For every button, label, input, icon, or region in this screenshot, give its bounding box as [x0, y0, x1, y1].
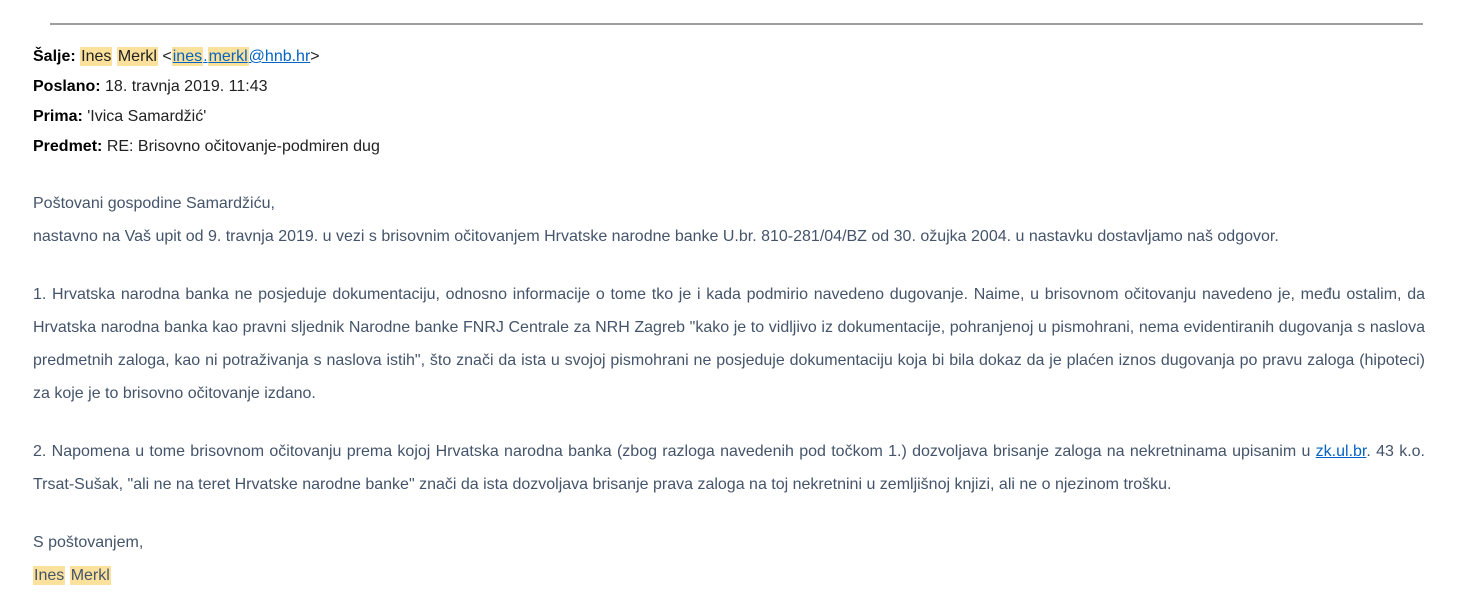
paragraph-2-text-after: . 43 k.o. Trsat-Sušak, "ali ne na teret Hrvatske narodne banke" znači da ista dozvoljava brisanje prava zaloga na toj nekretnini u zemljišnoj knjizi, ali ne o njezinom trošku. [33, 443, 1425, 493]
signature-last-highlight: Merkl [70, 567, 110, 584]
header-to-row [33, 102, 1425, 132]
to-value: 'Ivica Samardžić' [87, 108, 207, 125]
email-headers [33, 42, 1425, 162]
email-user-first-highlight[interactable]: ines [172, 48, 203, 65]
email-bracket-close: > [310, 48, 320, 65]
email-user-last-highlight[interactable]: merkl [208, 48, 248, 65]
paragraph-1: 1. Hrvatska narodna banka ne posjeduje dokumentaciju, odnosno informacije o tome tko je i kada podmirio navedeno dugovanje. Naime, u brisovnom očitovanju navedeno je, među ostalim, da Hrvatska narodna banka kao pravni sljednik Narodne banke FNRJ Centrale za NRH Zagreb "kako je to vidljivo iz dokumentacije, pohranjenoj u pismohrani, nema evidentiranih dugovanja s naslova predmetnih zaloga, kao ni potraživanja s naslova istih", što znači da ista u svojoj pismohrani ne posjeduje dokumentaciju koja bi bila dokaz da je plaćen iznos dugovanja po pravu zaloga (hipoteci) za koje je to brisovno očitovanje izdano. [33, 286, 1425, 402]
header-from-row [33, 42, 1425, 72]
email-dot[interactable]: . [203, 48, 208, 65]
greeting-line: Poštovani gospodine Samardžiću, [33, 195, 275, 212]
paragraph-2 [33, 435, 1425, 501]
intro-line: nastavno na Vaš upit od 9. travnja 2019. u vezi s brisovnim očitovanjem Hrvatske narodne banke U.br. 810-281/04/BZ od 30. ožujka 2004. u nastavku dostavljamo naš odgovor. [33, 228, 1279, 245]
from-name-first-highlight: Ines [81, 48, 112, 65]
paragraph-2-text-before: 2. Napomena u tome brisovnom očitovanju prema kojoj Hrvatska narodna banka (zbog razloga navedenih pod točkom 1.) dozvoljava brisanje zaloga na nekretninama upisanim u [33, 443, 1316, 460]
to-label: Prima: [33, 108, 83, 125]
from-name-last-highlight: Merkl [117, 48, 157, 65]
sent-label: Poslano: [33, 78, 101, 95]
sent-value: 18. travnja 2019. 11:43 [105, 78, 268, 95]
message-divider [50, 23, 1423, 25]
header-subject-row [33, 132, 1425, 162]
zk-ul-br-link[interactable]: zk.ul.br [1315, 443, 1367, 460]
signature-line [33, 559, 1425, 592]
sender-email-link[interactable] [172, 47, 311, 66]
header-sent-row [33, 72, 1425, 102]
email-body [33, 187, 1425, 592]
email-domain[interactable]: @hnb.hr [248, 48, 311, 65]
closing-line: S poštovanjem, [33, 534, 144, 551]
email-message-view [0, 23, 1460, 614]
email-bracket-open: < [162, 48, 172, 65]
from-label: Šalje: [33, 48, 76, 65]
subject-value: RE: Brisovno očitovanje-podmiren dug [106, 138, 380, 155]
signature-first-highlight: Ines [34, 567, 65, 584]
subject-label: Predmet: [33, 138, 103, 155]
